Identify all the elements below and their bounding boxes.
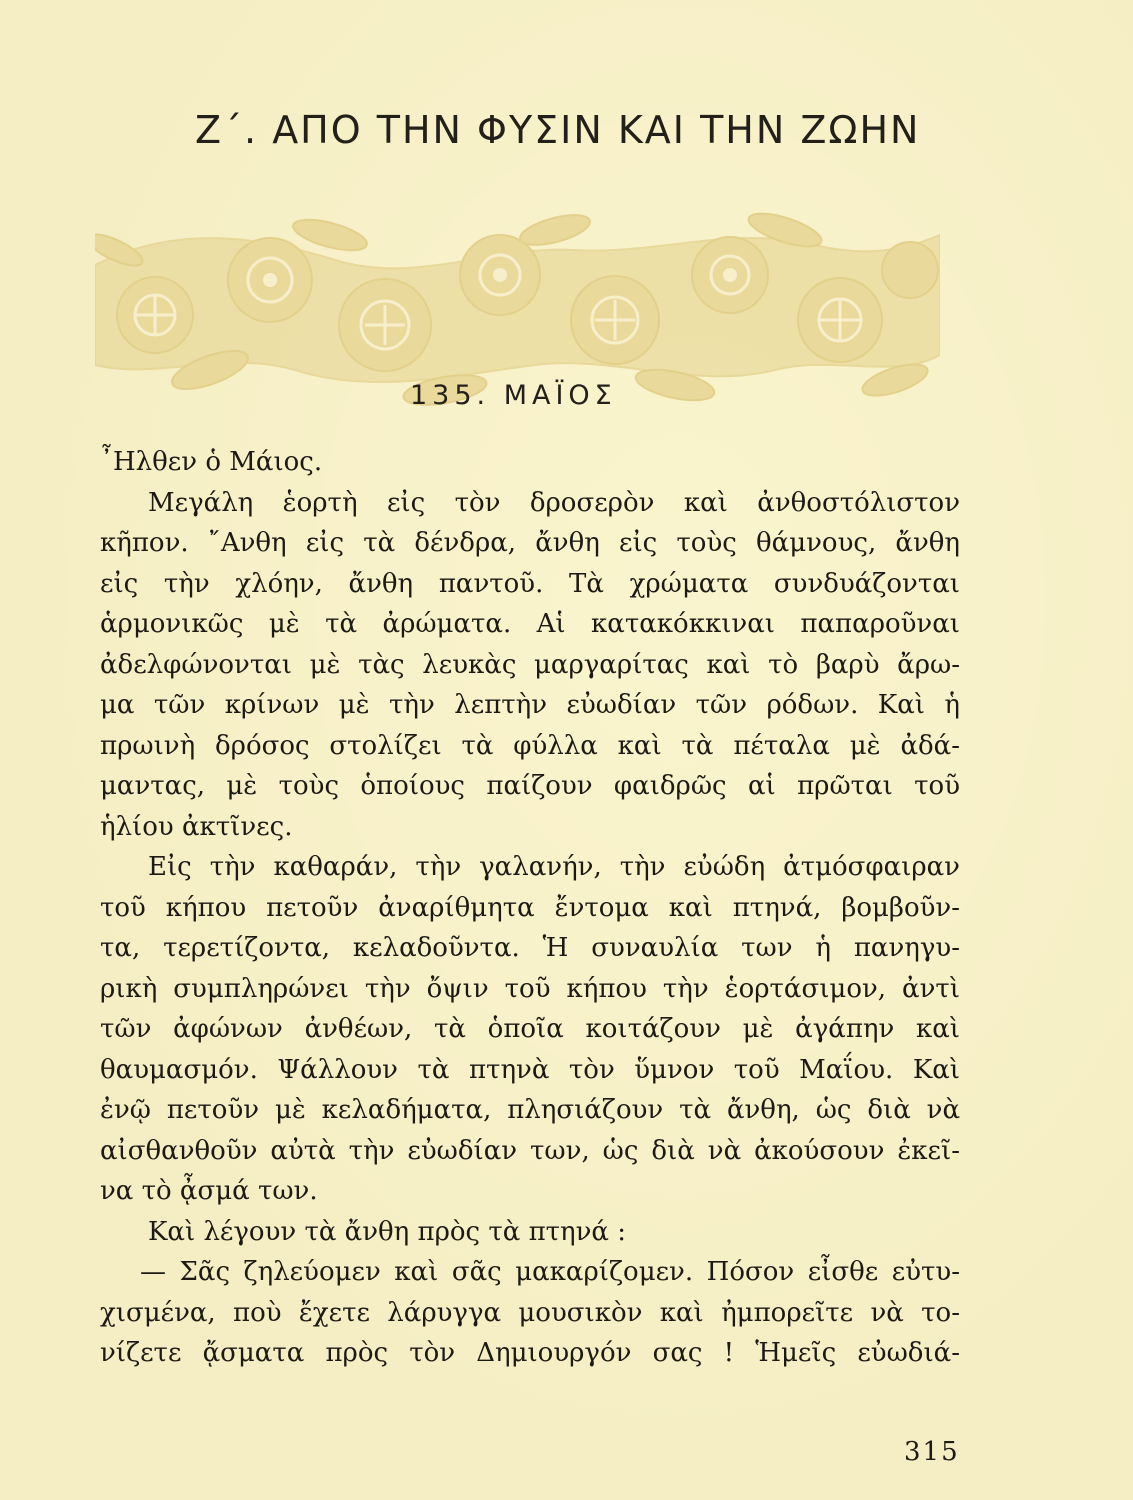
text-line: να τὸ ᾆσμά των. [100, 1176, 318, 1206]
text-line: Μεγάλη ἑορτὴ εἰς τὸν δροσερὸν καὶ ἀνθοστόλιστον [148, 487, 960, 518]
text-line: εἰς τὴν χλόην, ἄνθη παντοῦ. Τὰ χρώματα συνδυάζονται [100, 568, 960, 599]
text-line: ρικὴ συμπληρώνει τὴν ὄψιν τοῦ κήπου τὴν ἑορτάσιμον, ἀντὶ [100, 973, 960, 1004]
text-line: ἁρμονικῶς μὲ τὰ ἀρώματα. Αἱ κατακόκκιναι παπαροῦναι [100, 609, 960, 639]
text-line: πρωινὴ δρόσος στολίζει τὰ φύλλα καὶ τὰ πέταλα μὲ ἀδά- [100, 730, 960, 761]
text-line: τῶν ἀφώνων ἀνθέων, τὰ ὁποῖα κοιτάζουν μὲ ἀγάπην καὶ [100, 1014, 960, 1044]
text-line: Καὶ λέγουν τὰ ἄνθη πρὸς τὰ πτηνά : [148, 1216, 627, 1247]
body-text [100, 442, 960, 1374]
poem-title: 135. ΜΑΪΟΣ [410, 380, 617, 411]
text-line: τα, τερετίζοντα, κελαδοῦντα. Ἡ συναυλία των ἡ πανηγυ- [100, 933, 960, 963]
page-number: 315 [904, 1437, 960, 1467]
text-line: ἐνῷ πετοῦν μὲ κελαδήματα, πλησιάζουν τὰ ἄνθη, ὡς διὰ νὰ [100, 1095, 960, 1125]
text-line: αἰσθανθοῦν αὐτὰ τὴν εὐωδίαν των, ὡς διὰ νὰ ἀκούσουν ἐκεῖ- [100, 1135, 960, 1166]
text-line: ῏Ηλθεν ὁ Μάιος. [100, 447, 323, 477]
text-line: μαντας, μὲ τοὺς ὁποίους παίζουν φαιδρῶς αἱ πρῶται τοῦ [100, 771, 960, 801]
text-line: θαυμασμόν. Ψάλλουν τὰ πτηνὰ τὸν ὕμνον τοῦ Μαΐου. Καὶ [100, 1054, 960, 1085]
text-line: Εἰς τὴν καθαράν, τὴν γαλανήν, τὴν εὐώδη ἀτμόσφαιραν [148, 852, 960, 882]
text-line: χισμένα, ποὺ ἔχετε λάρυγγα μουσικὸν καὶ ἠμπορεῖτε νὰ το- [100, 1297, 960, 1328]
text-line: ἡλίου ἀκτῖνες. [100, 811, 293, 842]
text-line: μα τῶν κρίνων μὲ τὴν λεπτὴν εὐωδίαν τῶν ρόδων. Καὶ ἡ [100, 690, 960, 720]
text-line: νίζετε ᾄσματα πρὸς τὸν Δημιουργόν σας ! Ἡμεῖς εὐωδιά- [100, 1338, 960, 1368]
text-line: — Σᾶς ζηλεύομεν καὶ σᾶς μακαρίζομεν. Πόσον εἶσθε εὐτυ- [140, 1257, 960, 1287]
text-line: τοῦ κήπου πετοῦν ἀναρίθμητα ἔντομα καὶ πτηνά, βομβοῦν- [100, 892, 960, 923]
section-title: Ζ΄. ΑΠΟ ΤΗΝ ΦΥΣΙΝ ΚΑΙ ΤΗΝ ΖΩΗΝ [195, 108, 921, 152]
text-line: κῆπον. ῎Ανθη εἰς τὰ δένδρα, ἄνθη εἰς τοὺς θάμνους, ἄνθη [100, 528, 960, 558]
text-line: ἀδελφώνονται μὲ τὰς λευκὰς μαργαρίτας καὶ τὸ βαρὺ ἄρω- [100, 649, 960, 680]
